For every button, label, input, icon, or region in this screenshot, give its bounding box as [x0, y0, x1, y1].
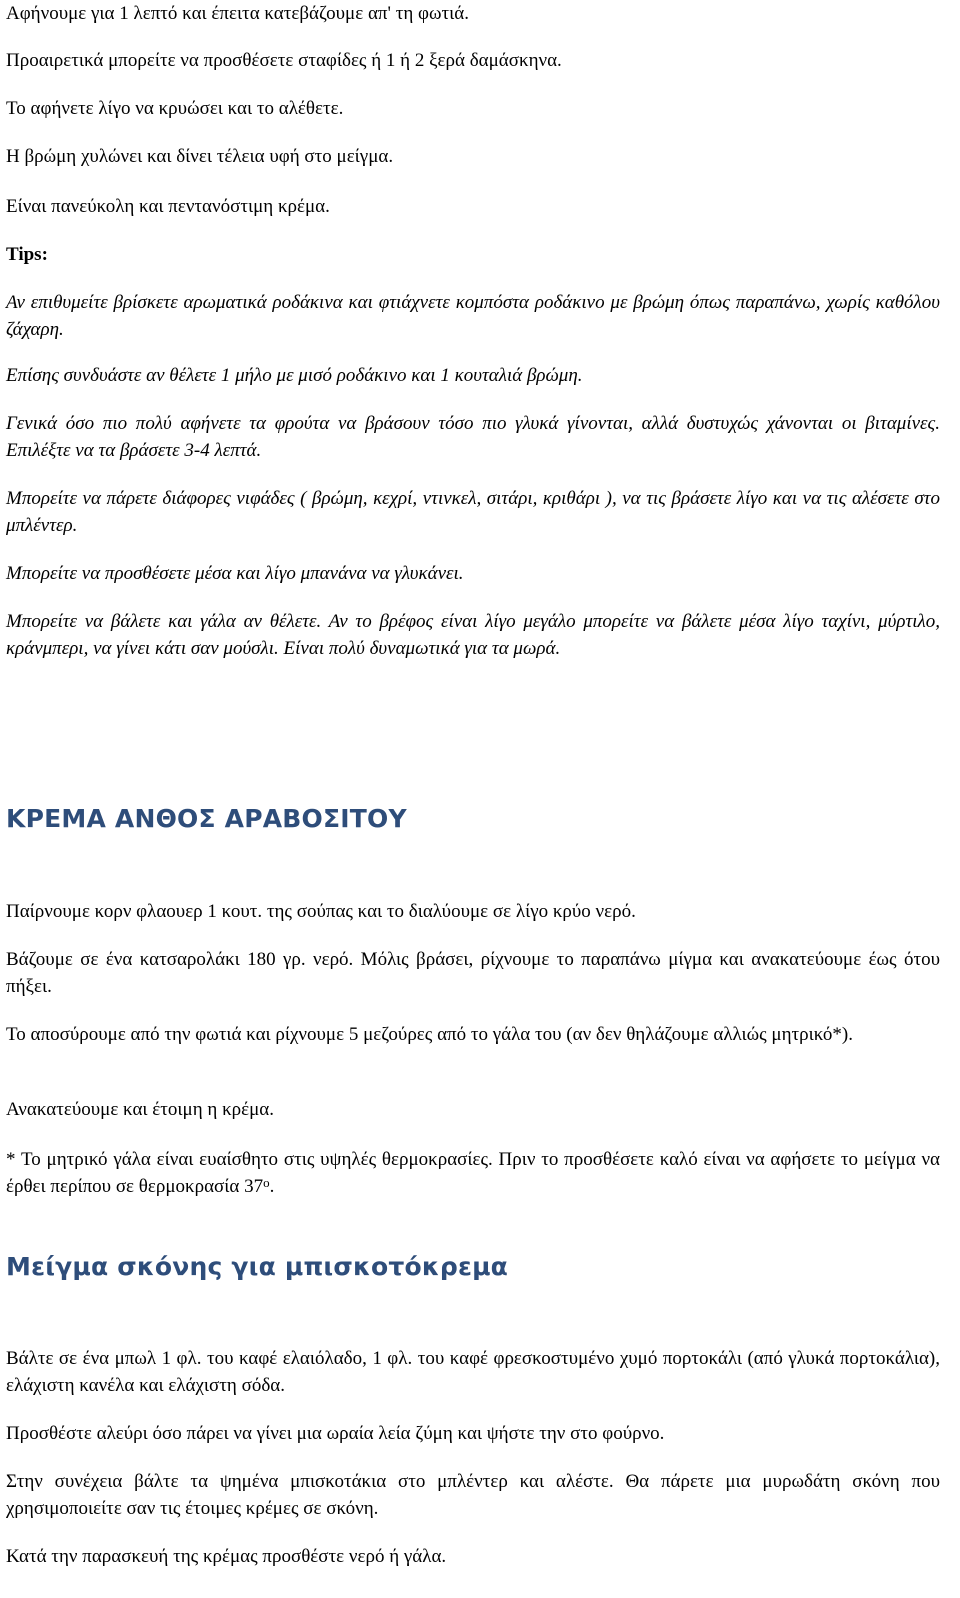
- paragraph-breastmilk-note: [6, 1146, 940, 1200]
- tip-milk-muesli: Μπορείτε να βάλετε και γάλα αν θέλετε. Αν το βρέφος είναι λίγο μεγάλο μπορείτε να βάλετε μέσα λίγο ταχίνι, μύρτιλο, κράνμπερι, να γίνει κάτι σαν μούσλι. Είναι πολύ δυναμωτικά για τα μωρά.: [6, 611, 940, 659]
- tip-flakes: Μπορείτε να πάρετε διάφορες νιφάδες ( βρώμη, κεχρί, ντινκελ, σιτάρι, κριθάρι ), να τις βράσετε λίγο και να τις αλέσετε στο μπλέντερ.: [6, 488, 940, 536]
- paragraph-cornflour: Παίρνουμε κορν φλαουερ 1 κουτ. της σούπας και το διαλύουμε σε λίγο κρύο νερό.: [6, 901, 636, 922]
- tip-apple-peach: Επίσης συνδυάστε αν θέλετε 1 μήλο με μισό ροδάκινο και 1 κουταλιά βρώμη.: [6, 365, 583, 386]
- paragraph-optional-raisins: Προαιρετικά μπορείτε να προσθέσετε σταφίδες ή 1 ή 2 ξερά δαμάσκηνα.: [6, 50, 562, 71]
- tip-peach-compote: Αν επιθυμείτε βρίσκετε αρωματικά ροδάκινα και φτιάχνετε κομπόστα ροδάκινο με βρώμη όπως παραπάνω, χωρίς καθόλου ζάχαρη.: [6, 292, 940, 340]
- paragraph-boil-water: Βάζουμε σε ένα κατσαρολάκι 180 γρ. νερό. Μόλις βράσει, ρίχνουμε το παραπάνω μίγμα και ανακατεύουμε έως ότου πήξει.: [6, 949, 940, 997]
- tips-label: Tips:: [6, 244, 48, 265]
- breastmilk-note-end: .: [269, 1176, 275, 1197]
- paragraph-cool-and-grind: Το αφήνετε λίγο να κρυώσει και το αλέθετε.: [6, 98, 344, 119]
- paragraph-add-water-milk: Κατά την παρασκευή της κρέμας προσθέστε νερό ή γάλα.: [6, 1546, 447, 1567]
- heading-corn-flower-cream: ΚΡΕΜΑ ΑΝΘΟΣ ΑΡΑΒΟΣΙΤΟΥ: [6, 804, 407, 833]
- heading-biscuit-powder-mix: Μείγμα σκόνης για μπισκοτόκρεμα: [6, 1252, 509, 1281]
- paragraph-add-milk: Το αποσύρουμε από την φωτιά και ρίχνουμε 5 μεζούρες από το γάλα του (αν δεν θηλάζουμε αλλιώς μητρικό*).: [6, 1024, 854, 1045]
- paragraph-cream-ready: Ανακατεύουμε και έτοιμη η κρέμα.: [6, 1099, 274, 1120]
- paragraph-remove-from-heat: Αφήνουμε για 1 λεπτό και έπειτα κατεβάζουμε απ' τη φωτιά.: [6, 3, 469, 24]
- paragraph-easy-cream: Είναι πανεύκολη και πεντανόστιμη κρέμα.: [6, 196, 330, 217]
- paragraph-add-flour: Προσθέστε αλεύρι όσο πάρει να γίνει μια ωραία λεία ζύμη και ψήστε την στο φούρνο.: [6, 1423, 665, 1444]
- paragraph-bowl-ingredients: Βάλτε σε ένα μπωλ 1 φλ. του καφέ ελαιόλαδο, 1 φλ. του καφέ φρεσκοστυμένο χυμό πορτοκάλι (από γλυκά πορτοκάλια), ελάχιστη κανέλα και ελάχιστη σόδα.: [6, 1348, 940, 1396]
- degree-superscript: ο: [263, 1175, 270, 1190]
- tip-banana: Μπορείτε να προσθέσετε μέσα και λίγο μπανάνα να γλυκάνει.: [6, 563, 464, 584]
- breastmilk-note-text: * Το μητρικό γάλα είναι ευαίσθητο στις υψηλές θερμοκρασίες. Πριν το προσθέσετε καλό είναι να αφήσετε το μείγμα να έρθει περίπου σε θερμοκρασία 37: [6, 1149, 940, 1197]
- tip-boiling-time: Γενικά όσο πιο πολύ αφήνετε τα φρούτα να βράσουν τόσο πιο γλυκά γίνονται, αλλά δυστυχώς χάνονται οι βιταμίνες. Επιλέξτε να τα βράσετε 3-4 λεπτά.: [6, 413, 940, 461]
- paragraph-oats-texture: Η βρώμη χυλώνει και δίνει τέλεια υφή στο μείγμα.: [6, 146, 394, 167]
- paragraph-blend-biscuits: Στην συνέχεια βάλτε τα ψημένα μπισκοτάκια στο μπλέντερ και αλέστε. Θα πάρετε μια μυρωδάτη σκόνη που χρησιμοποιείτε σαν τις έτοιμες κρέμες σε σκόνη.: [6, 1471, 940, 1519]
